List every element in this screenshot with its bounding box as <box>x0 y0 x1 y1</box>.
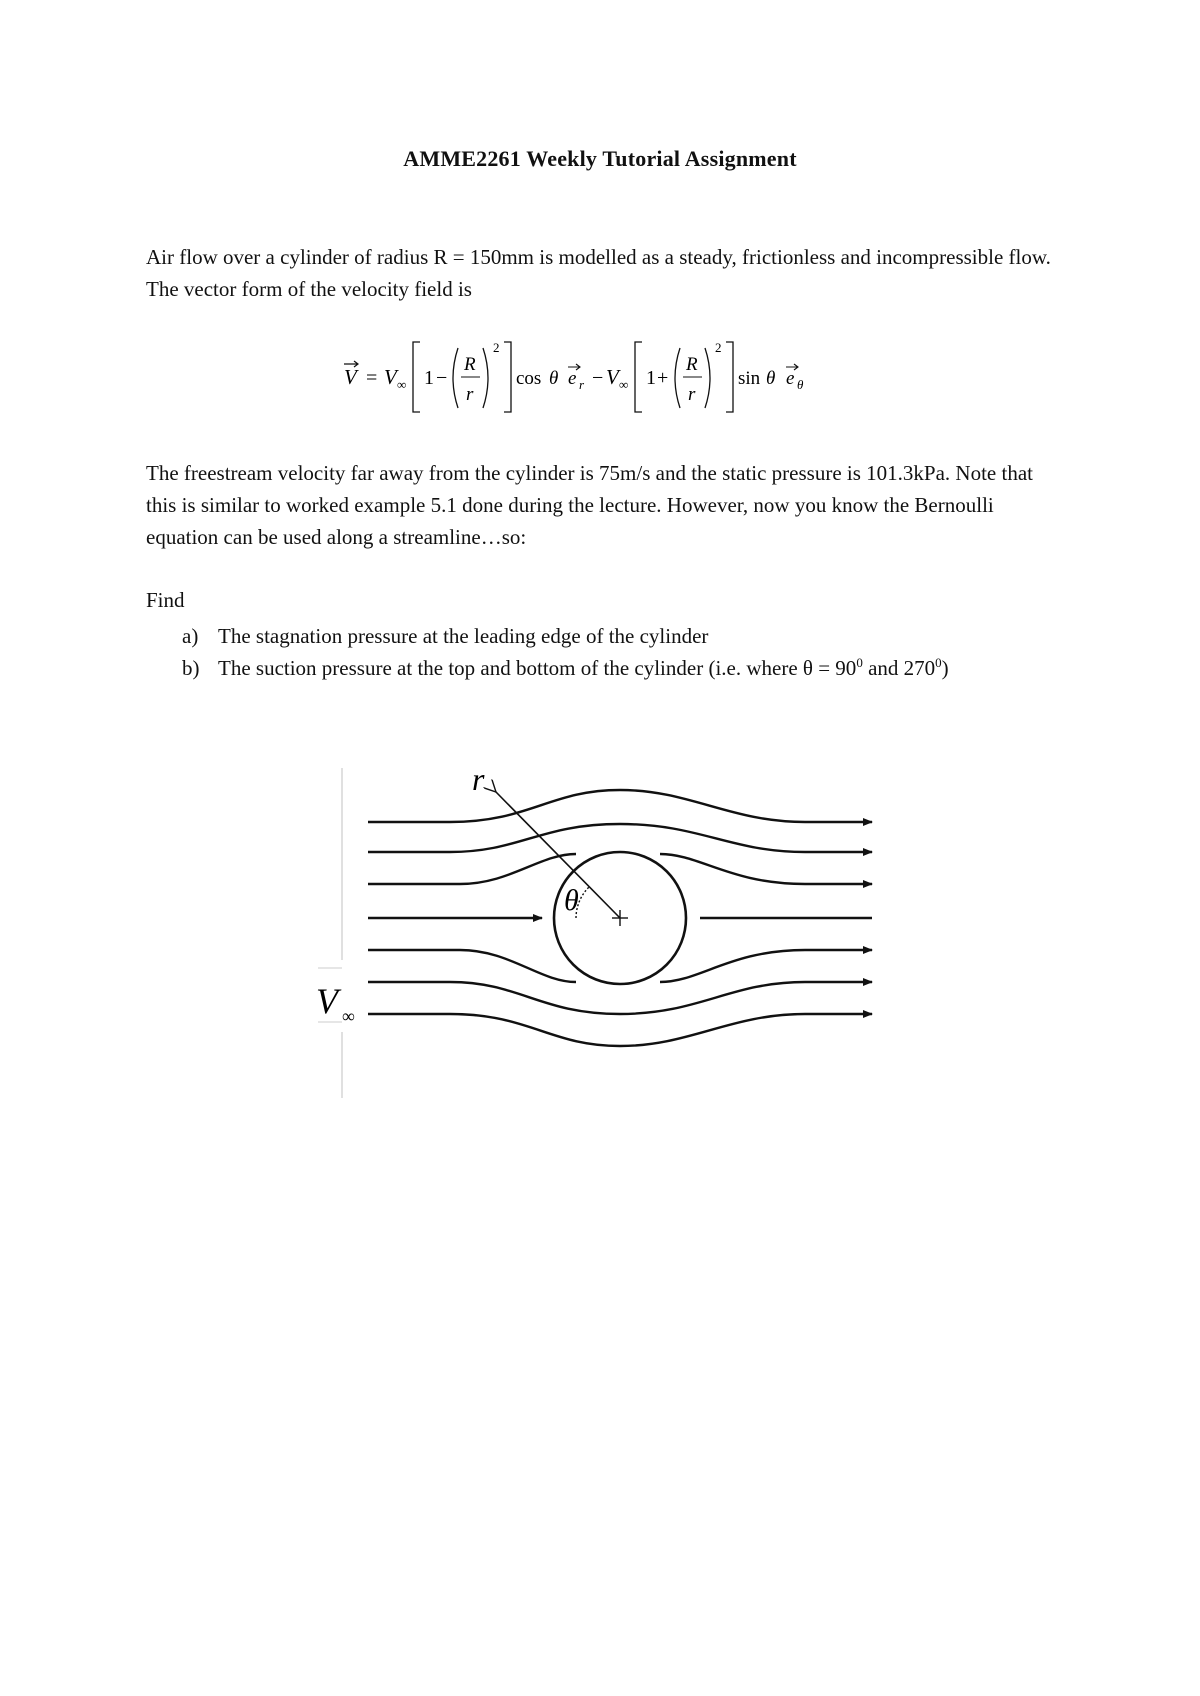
eq-lhs-v: V <box>344 365 357 389</box>
figure-svg <box>300 760 900 1100</box>
question-b-letter: b) <box>182 656 200 680</box>
given-paragraph: The freestream velocity far away from the cylinder is 75m/s and the static pressure is 101.3kPa. Note that this is similar to worked example 5.1 done during the lecture. However, now you know the Bernoulli equation can be used along a streamline…so: <box>146 461 1033 549</box>
v-infinity-sub: ∞ <box>342 1006 355 1026</box>
question-b-text <box>218 652 1038 684</box>
eq-vinf-1: V <box>384 365 397 389</box>
question-a-text <box>218 620 1038 652</box>
eq-sub-r: r <box>579 377 585 392</box>
page-title: AMME2261 Weekly Tutorial Assignment <box>403 146 797 171</box>
theta-label: θ <box>564 884 579 917</box>
eq-one-1: 1 <box>424 367 434 389</box>
eq-cos: cos <box>516 368 542 389</box>
bracket-close-2 <box>726 342 733 412</box>
eq-vinf-2: V <box>606 365 619 389</box>
streamline-1 <box>368 790 872 822</box>
eq-R-1: R <box>464 354 476 375</box>
equation-svg <box>340 330 860 420</box>
question-b-end: ) <box>941 656 949 680</box>
eq-r-1: r <box>466 384 474 405</box>
eq-plus: + <box>657 367 669 389</box>
eq-theta-1: θ <box>549 368 559 389</box>
question-b-sup-2: 0 <box>935 655 942 670</box>
streamline-7 <box>368 1014 872 1046</box>
eq-sin: sin <box>738 368 761 389</box>
eq-R-2: R <box>686 354 698 375</box>
question-b-mid: and 270 <box>862 656 936 680</box>
bracket-close-1 <box>504 342 511 412</box>
intro-paragraph: Air flow over a cylinder of radius R = 150mm is modelled as a steady, frictionless and incompressible flow. The vector form of the velocity field is <box>146 245 1051 301</box>
eq-theta-2: θ <box>766 368 776 389</box>
r-label: r <box>472 761 485 797</box>
eq-minus-1: − <box>436 367 448 389</box>
eq-sub-theta: θ <box>797 377 804 392</box>
paren-open-1 <box>453 348 458 408</box>
bracket-open-2 <box>635 342 642 412</box>
eq-one-2: 1 <box>646 367 656 389</box>
eq-r-2: r <box>688 384 696 405</box>
streamline-6 <box>368 982 872 1014</box>
paren-close-2 <box>705 348 710 408</box>
v-infinity-label: V <box>316 981 338 1021</box>
paren-close-1 <box>483 348 488 408</box>
eq-inf-sub-2: ∞ <box>619 377 629 392</box>
question-b-sup-1: 0 <box>856 655 863 670</box>
question-a-letter: a) <box>182 624 199 648</box>
eq-equals: = <box>366 367 378 389</box>
paren-open-2 <box>675 348 680 408</box>
eq-e-2: e <box>786 368 795 389</box>
eq-exp-2: 2 <box>715 340 722 355</box>
eq-e-1: e <box>568 368 577 389</box>
streamline-2 <box>368 824 872 852</box>
velocity-field-equation <box>340 330 860 420</box>
eq-exp-1: 2 <box>493 340 500 355</box>
question-a-body: The stagnation pressure at the leading edge of the cylinder <box>218 624 709 648</box>
find-label: Find <box>146 588 185 612</box>
bracket-open-1 <box>413 342 420 412</box>
eq-mid-minus: − <box>592 367 604 389</box>
eq-inf-sub-1: ∞ <box>397 377 407 392</box>
cylinder-flow-figure <box>300 760 900 1100</box>
question-b-body: The suction pressure at the top and bottom of the cylinder (i.e. where θ = 90 <box>218 656 857 680</box>
